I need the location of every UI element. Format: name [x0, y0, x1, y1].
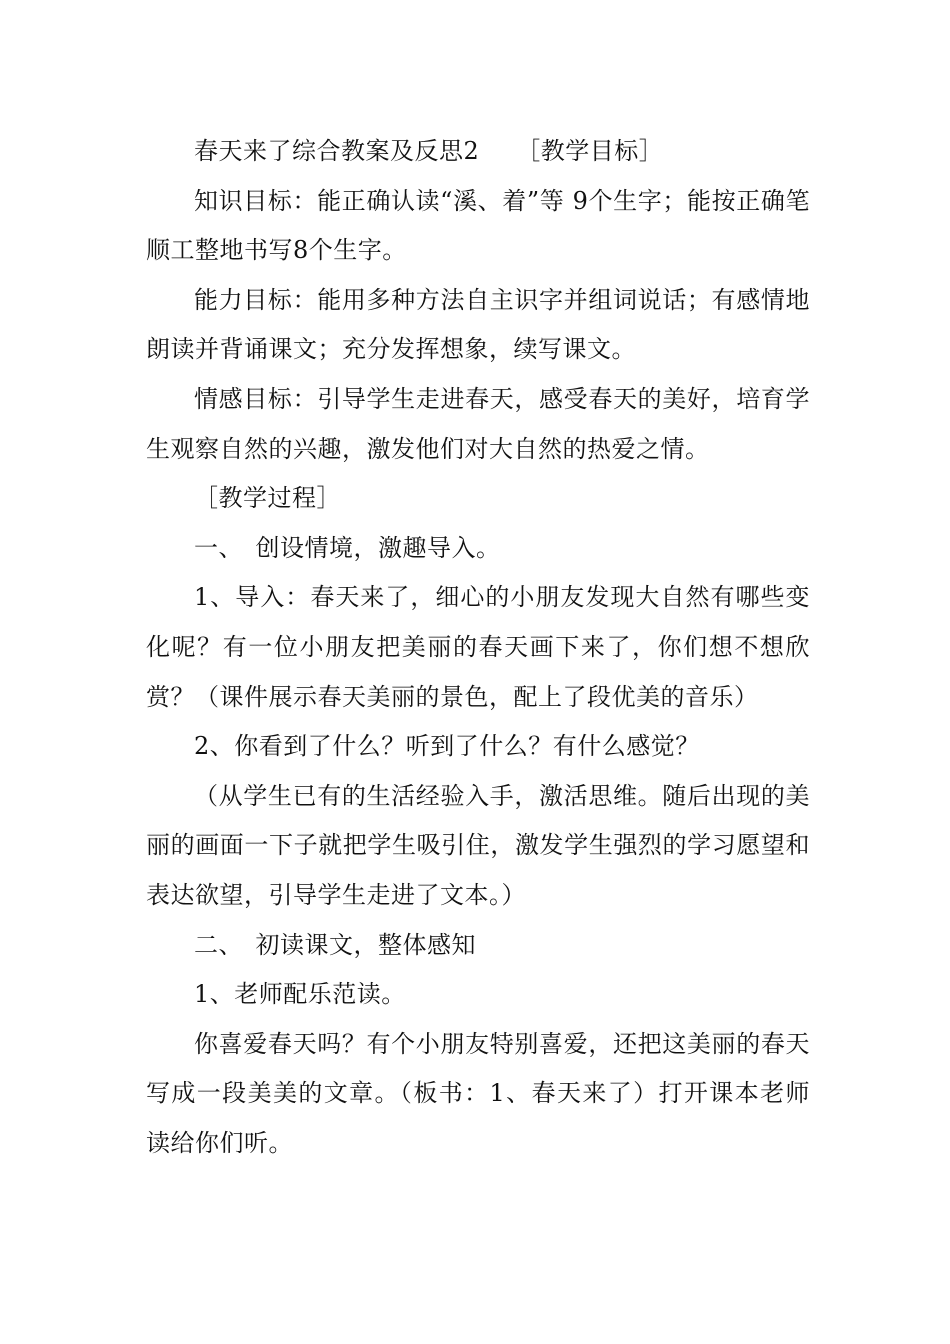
paragraph-note: （从学生已有的生活经验入手，激活思维。随后出现的美丽的画面一下子就把学生吸引住，激发学生强烈的学习愿望和表达欲望，引导学生走进了文本。）	[146, 781, 810, 909]
paragraph-question: 2、你看到了什么？听到了什么？有什么感觉？	[194, 732, 700, 761]
step-heading-2: 二、 初读课文，整体感知	[194, 930, 476, 959]
paragraph-emotion-goal: 情感目标：引导学生走进春天，感受春天的美好，培育学生观察自然的兴趣，激发他们对大自然的热爱之情。	[146, 384, 810, 463]
paragraph-love-spring: 你喜爱春天吗？有个小朋友特别喜爱，还把这美丽的春天写成一段美美的文章。（板书：1、春天来了）打开课本老师读给你们听。	[146, 1029, 810, 1157]
paragraph-knowledge-goal: 知识目标：能正确认读“溪、着”等 9个生字；能按正确笔顺工整地书写8个生字。	[146, 186, 810, 265]
title-line: 春天来了综合教案及反思2 ［教学目标］	[194, 137, 664, 165]
paragraph-ability-goal: 能力目标：能用多种方法自主识字并组词说话；有感情地朗读并背诵课文；充分发挥想象，续写课文。	[146, 285, 810, 364]
section-heading-process: ［教学过程］	[194, 484, 341, 513]
paragraph-intro: 1、导入：春天来了，细心的小朋友发现大自然有哪些变化呢？有一位小朋友把美丽的春天画下来了，你们想不想欣赏？（课件展示春天美丽的景色，配上了段优美的音乐）	[146, 583, 810, 711]
paragraph-teacher-reading: 1、老师配乐范读。	[194, 980, 406, 1009]
step-heading-1: 一、 创设情境，激趣导入。	[194, 533, 501, 562]
document-body	[146, 127, 810, 1168]
